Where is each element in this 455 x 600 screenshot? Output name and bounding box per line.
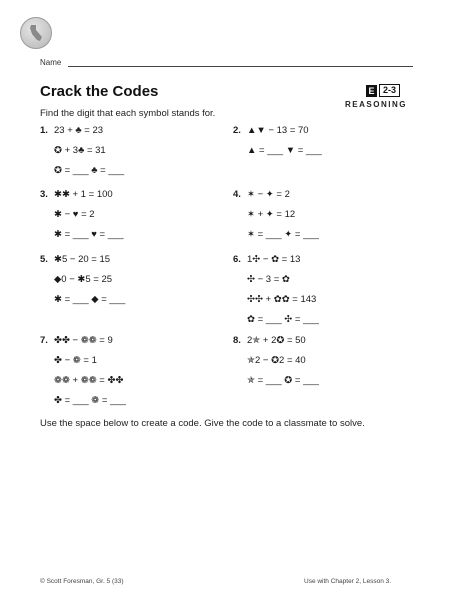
answer-blanks[interactable]: ✶ = ___ ✦ = ___ xyxy=(247,229,319,240)
equation: ✣ − 3 = ✿ xyxy=(247,274,290,285)
create-code-instruction: Use the space below to create a code. Give the code to a classmate to solve. xyxy=(40,418,365,429)
equation: 23 + ♣ = 23 xyxy=(54,125,104,136)
problem-number: 6. xyxy=(233,254,241,265)
equation: 1✣ − ✿ = 13 xyxy=(247,254,301,265)
answer-blanks[interactable]: ✱ = ___ ♥ = ___ xyxy=(54,229,124,240)
equation: 2✯ + 2✪ = 50 xyxy=(247,335,306,346)
answer-blanks[interactable]: ▲ = ___ ▼ = ___ xyxy=(247,145,322,156)
equation: ✱✱ + 1 = 100 xyxy=(54,189,113,200)
equation: ❁❁ + ❁❁ = ✤✤ xyxy=(54,375,124,386)
equation: ✶ − ✦ = 2 xyxy=(247,189,290,200)
problem-8 xyxy=(233,334,423,394)
equation: ✤✤ − ❁❁ = 9 xyxy=(54,335,113,346)
equation: ✱ − ♥ = 2 xyxy=(54,209,95,220)
state-badge-icon xyxy=(20,17,52,49)
equation: ✣✣ + ✿✿ = 143 xyxy=(247,294,317,305)
equation: ✶ + ✦ = 12 xyxy=(247,209,296,220)
problem-6 xyxy=(233,253,423,333)
equation: ◆0 − ✱5 = 25 xyxy=(54,274,113,285)
equation: ▲▼ − 13 = 70 xyxy=(247,125,309,136)
problem-number: 7. xyxy=(40,335,48,346)
lesson-number: 2-3 xyxy=(379,84,400,97)
name-field[interactable] xyxy=(68,66,413,67)
problem-number: 5. xyxy=(40,254,48,265)
lesson-category: REASONING xyxy=(345,100,407,109)
page-title: Crack the Codes xyxy=(40,83,159,100)
problem-2 xyxy=(233,124,423,164)
problem-number: 3. xyxy=(40,189,48,200)
instruction-text: Find the digit that each symbol stands for. xyxy=(40,108,216,119)
copyright: © Scott Foresman, Gr. 5 (33) xyxy=(40,578,124,585)
answer-blanks[interactable]: ✯ = ___ ✪ = ___ xyxy=(247,375,319,386)
problem-1 xyxy=(40,124,230,184)
answer-blanks[interactable]: ✿ = ___ ✣ = ___ xyxy=(247,314,319,325)
problem-number: 2. xyxy=(233,125,241,136)
problem-number: 1. xyxy=(40,125,48,136)
equation: ✪ + 3♣ = 31 xyxy=(54,145,106,156)
problem-4 xyxy=(233,188,423,248)
equation: ✯2 − ✪2 = 40 xyxy=(247,355,306,366)
problem-number: 4. xyxy=(233,189,241,200)
problem-7 xyxy=(40,334,230,414)
lesson-badge xyxy=(366,84,400,97)
equation: ✱5 − 20 = 15 xyxy=(54,254,111,265)
chapter-reference: Use with Chapter 2, Lesson 3. xyxy=(304,578,392,585)
name-label: Name xyxy=(40,58,62,67)
answer-blanks[interactable]: ✪ = ___ ♣ = ___ xyxy=(54,165,125,176)
problem-number: 8. xyxy=(233,335,241,346)
answer-blanks[interactable]: ✱ = ___ ◆ = ___ xyxy=(54,294,126,305)
problem-3 xyxy=(40,188,230,248)
equation: ✤ − ❁ = 1 xyxy=(54,355,97,366)
problem-5 xyxy=(40,253,230,313)
lesson-tag: E xyxy=(366,85,377,97)
answer-blanks[interactable]: ✤ = ___ ❁ = ___ xyxy=(54,395,126,406)
